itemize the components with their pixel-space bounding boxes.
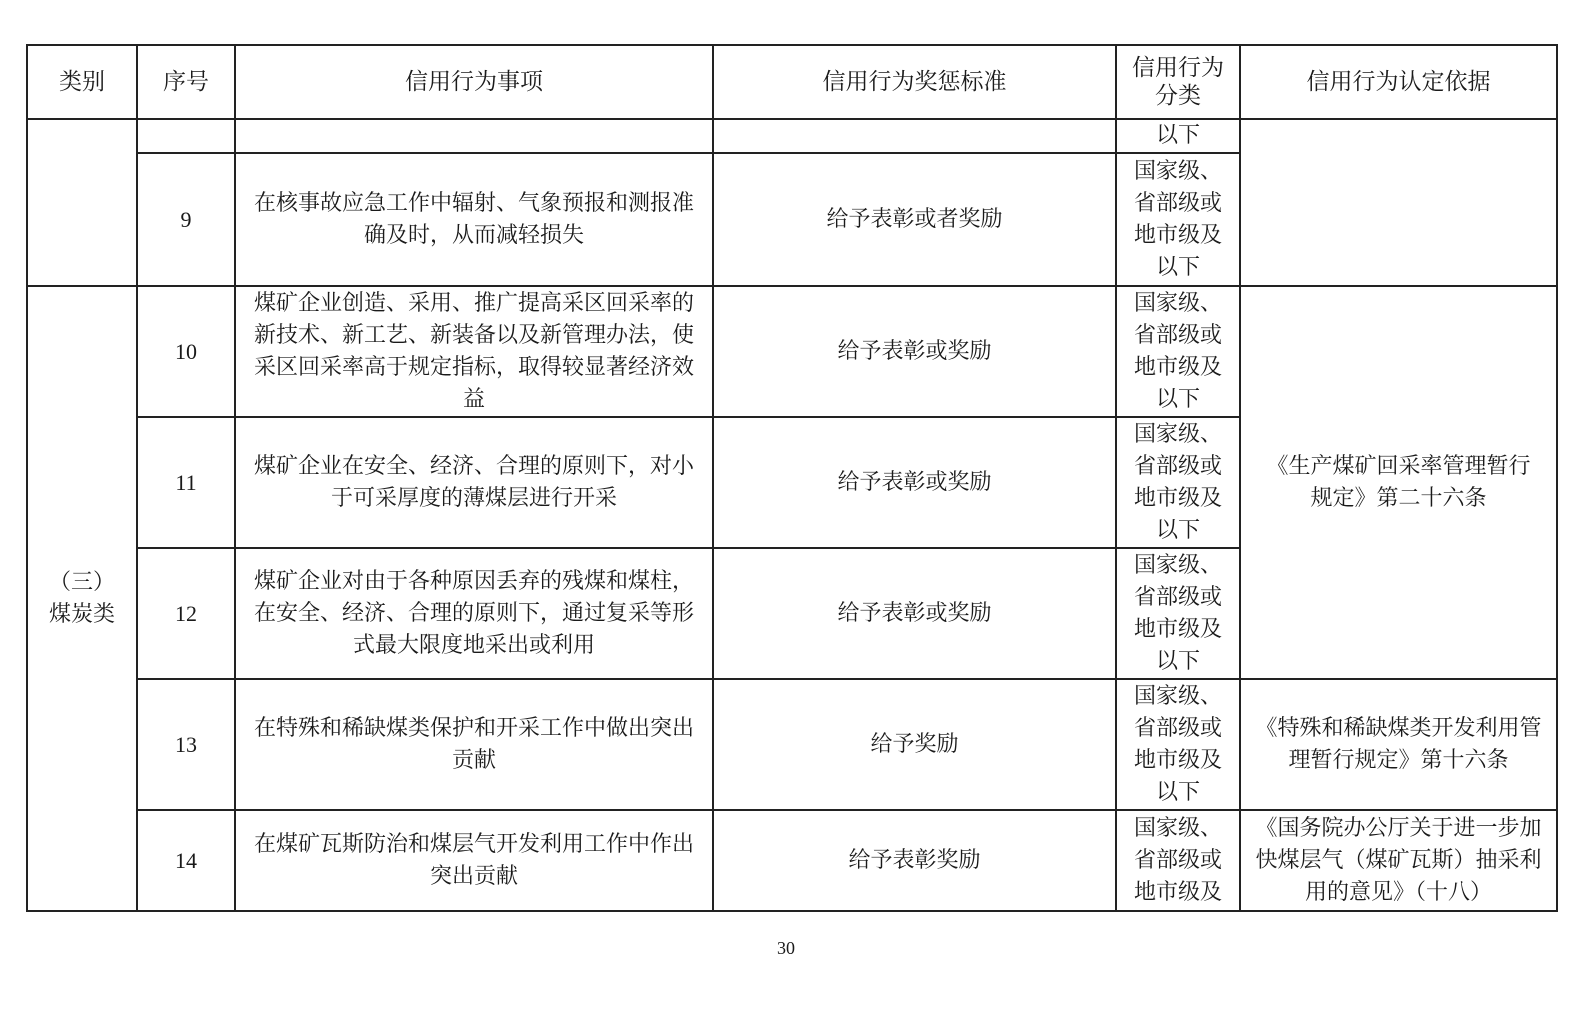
- header-category: 类别: [27, 45, 137, 119]
- cell-item: 在特殊和稀缺煤类保护和开采工作中做出突出贡献: [235, 679, 713, 810]
- cell-item-continued: [235, 119, 713, 153]
- cell-standard: 给予表彰奖励: [713, 810, 1116, 911]
- cell-standard: 给予奖励: [713, 679, 1116, 810]
- document-table-container: [26, 44, 1556, 910]
- table-row-continued: [27, 119, 1557, 153]
- cell-item: 煤矿企业对由于各种原因丢弃的残煤和煤柱，在安全、经济、合理的原则下，通过复采等形式最大限度地采出或利用: [235, 548, 713, 679]
- table-row: [27, 679, 1557, 810]
- cell-classification: 国家级、省部级或地市级及以下: [1116, 153, 1240, 286]
- cell-seq-continued: [137, 119, 235, 153]
- cell-classification: 国家级、省部级或地市级及以下: [1116, 417, 1240, 548]
- cell-category-coal: （三） 煤炭类: [27, 286, 137, 911]
- header-basis: 信用行为认定依据: [1240, 45, 1557, 119]
- header-standard: 信用行为奖惩标准: [713, 45, 1116, 119]
- cell-item: 煤矿企业创造、采用、推广提高采区回采率的新技术、新工艺、新装备以及新管理办法，使采区回采率高于规定指标，取得较显著经济效益: [235, 286, 713, 417]
- cell-seq: 9: [137, 153, 235, 286]
- cell-basis-previous: [1240, 119, 1557, 286]
- cell-basis: 《国务院办公厅关于进一步加快煤层气（煤矿瓦斯）抽采利用的意见》（十八）: [1240, 810, 1557, 911]
- header-item: 信用行为事项: [235, 45, 713, 119]
- cell-seq: 12: [137, 548, 235, 679]
- cell-classification-continued: 以下: [1116, 119, 1240, 153]
- header-row: [27, 45, 1557, 119]
- cell-standard: 给予表彰或奖励: [713, 548, 1116, 679]
- cell-basis: 《特殊和稀缺煤类开发利用管理暂行规定》第十六条: [1240, 679, 1557, 810]
- cell-classification: 国家级、省部级或地市级及以下: [1116, 548, 1240, 679]
- cell-standard: 给予表彰或奖励: [713, 417, 1116, 548]
- cell-seq: 10: [137, 286, 235, 417]
- table-row: [27, 286, 1557, 417]
- header-seq: 序号: [137, 45, 235, 119]
- header-classification: 信用行为 分类: [1116, 45, 1240, 119]
- cell-standard: 给予表彰或者奖励: [713, 153, 1116, 286]
- cell-basis-shared: 《生产煤矿回采率管理暂行规定》第二十六条: [1240, 286, 1557, 679]
- cell-standard: 给予表彰或奖励: [713, 286, 1116, 417]
- cell-seq: 13: [137, 679, 235, 810]
- cell-standard-continued: [713, 119, 1116, 153]
- table-row: [27, 810, 1557, 911]
- cell-seq: 11: [137, 417, 235, 548]
- cell-classification: 国家级、省部级或地市级及以下: [1116, 286, 1240, 417]
- credit-behavior-table: [26, 44, 1558, 912]
- cell-item: 在核事故应急工作中辐射、气象预报和测报准确及时，从而减轻损失: [235, 153, 713, 286]
- cell-item: 煤矿企业在安全、经济、合理的原则下，对小于可采厚度的薄煤层进行开采: [235, 417, 713, 548]
- cell-classification: 国家级、省部级或地市级及: [1116, 810, 1240, 911]
- cell-category-previous: [27, 119, 137, 286]
- page-number: 30: [777, 938, 795, 958]
- cell-item: 在煤矿瓦斯防治和煤层气开发利用工作中作出突出贡献: [235, 810, 713, 911]
- cell-seq: 14: [137, 810, 235, 911]
- cell-classification: 国家级、省部级或地市级及以下: [1116, 679, 1240, 810]
